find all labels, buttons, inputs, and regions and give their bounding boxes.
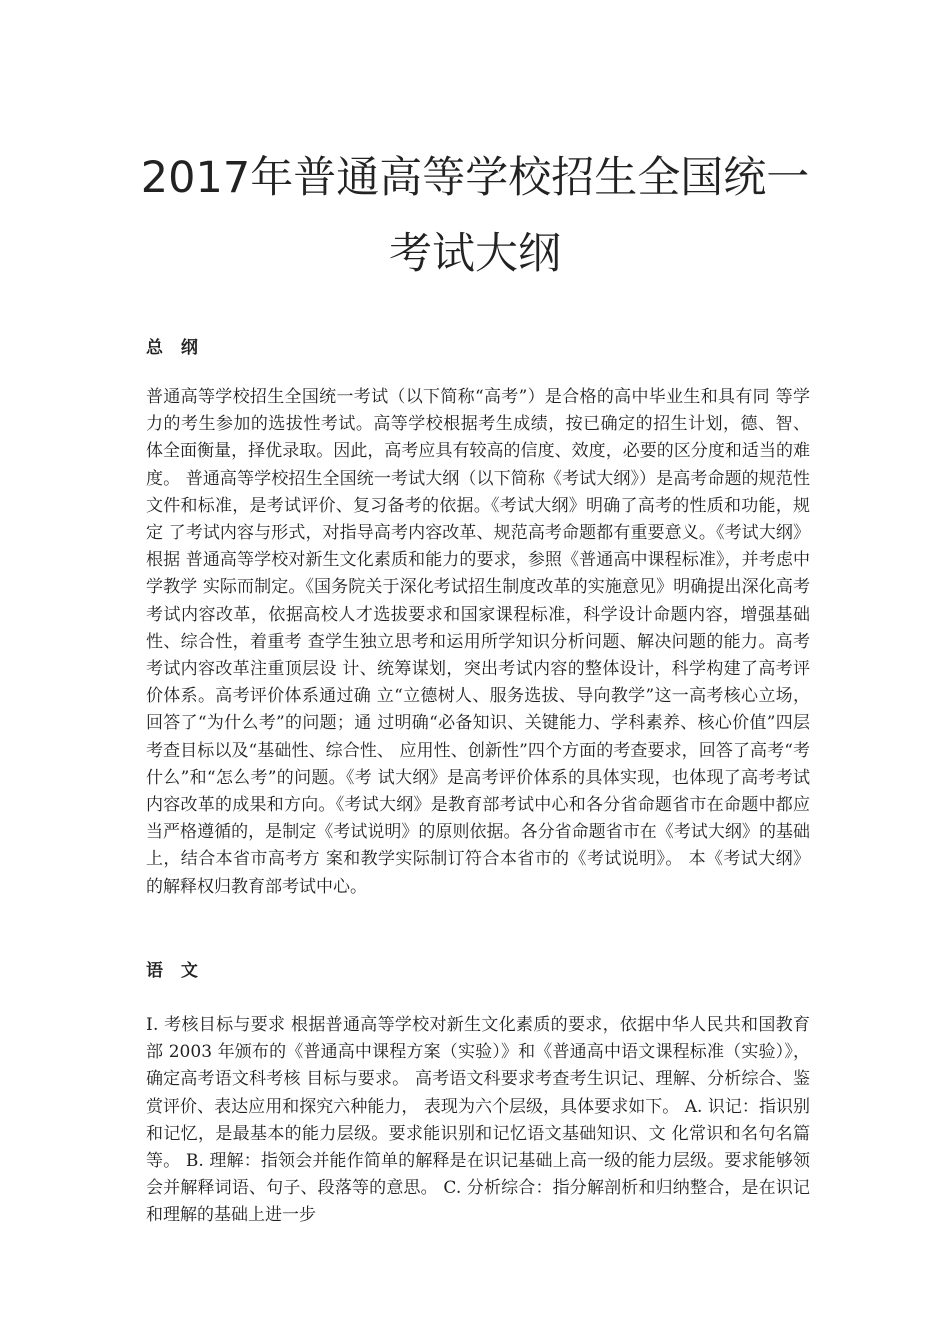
section-body-general: 普通高等学校招生全国统一考试（以下简称“高考”）是合格的高中毕业生和具有同 等学力的考生参加的选拔性考试。高等学校根据考生成绩，按已确定的招生计划，德、智、 体全面衡量，择优录取。因此，高考应具有较高的信度、效度，必要的区分度和适当的难度。 普通高等学校招生全国统一考试大纲（以下简称《考试大纲》）是高考命题的规范性 文件和标准，是考试评价、复习备考的依据。《考试大纲》明确了高考的性质和功能，规定 了考试内容与形式，对指导高考内容改革、规范高考命题都有重要意义。《考试大纲》根据 普通高等学校对新生文化素质和能力的要求，参照《普通高中课程标准》，并考虑中学教学 实际而制定。《国务院关于深化考试招生制度改革的实施意见》明确提出深化高考考试内容改革，依据高校人才选拔要求和国家课程标准，科学设计命题内容，增强基础性、综合性，着重考 查学生独立思考和运用所学知识分析问题、解决问题的能力。高考考试内容改革注重顶层设 计、统筹谋划，突出考试内容的整体设计，科学构建了高考评价体系。高考评价体系通过确 立“立德树人、服务选拔、导向教学”这一高考核心立场，回答了“为什么考”的问题；通 过明确“必备知识、关键能力、学科素养、核心价值”四层考查目标以及“基础性、综合性、 应用性、创新性”四个方面的考查要求，回答了高考“考什么”和“怎么考”的问题。《考 试大纲》是高考评价体系的具体实现，也体现了高考考试内容改革的成果和方向。《考试大纲》是教育部考试中心和各分省命题省市在命题中都应当严格遵循的，是制定《考试说明》的原则依据。各分省命题省市在《考试大纲》的基础上，结合本省市高考方 案和教学实际制订符合本省市的《考试说明》。 本《考试大纲》的解释权归教育部考试中心。 — [146, 387, 810, 897]
section-heading-chinese: 语 文 — [146, 961, 204, 981]
document-title: 2017年普通高等学校招生全国统一考试大纲 — [140, 153, 810, 279]
section-heading-general: 总 纲 — [146, 338, 204, 358]
section-body-chinese: Ⅰ. 考核目标与要求 根据普通高等学校对新生文化素质的要求，依据中华人民共和国教育部 2003 年颁布的《普通高中课程方案（实验）》和《普通高中语文课程标准（实验）》，确定高考语文科考核 目标与要求。 高考语文科要求考查考生识记、理解、分析综合、鉴赏评价、表达应用和探究六种能力， 表现为六个层级，具体要求如下。 A. 识记：指识别和记忆，是最基本的能力层级。要求能识别和记忆语文基础知识、文 化常识和名句名篇等。 B. 理解：指领会并能作简单的解释是在识记基础上高一级的能力层级。要求能够领 会并解释词语、句子、段落等的意思。 C. 分析综合：指分解剖析和归纳整合，是在识记和理解的基础上进一步 — [146, 1015, 810, 1226]
